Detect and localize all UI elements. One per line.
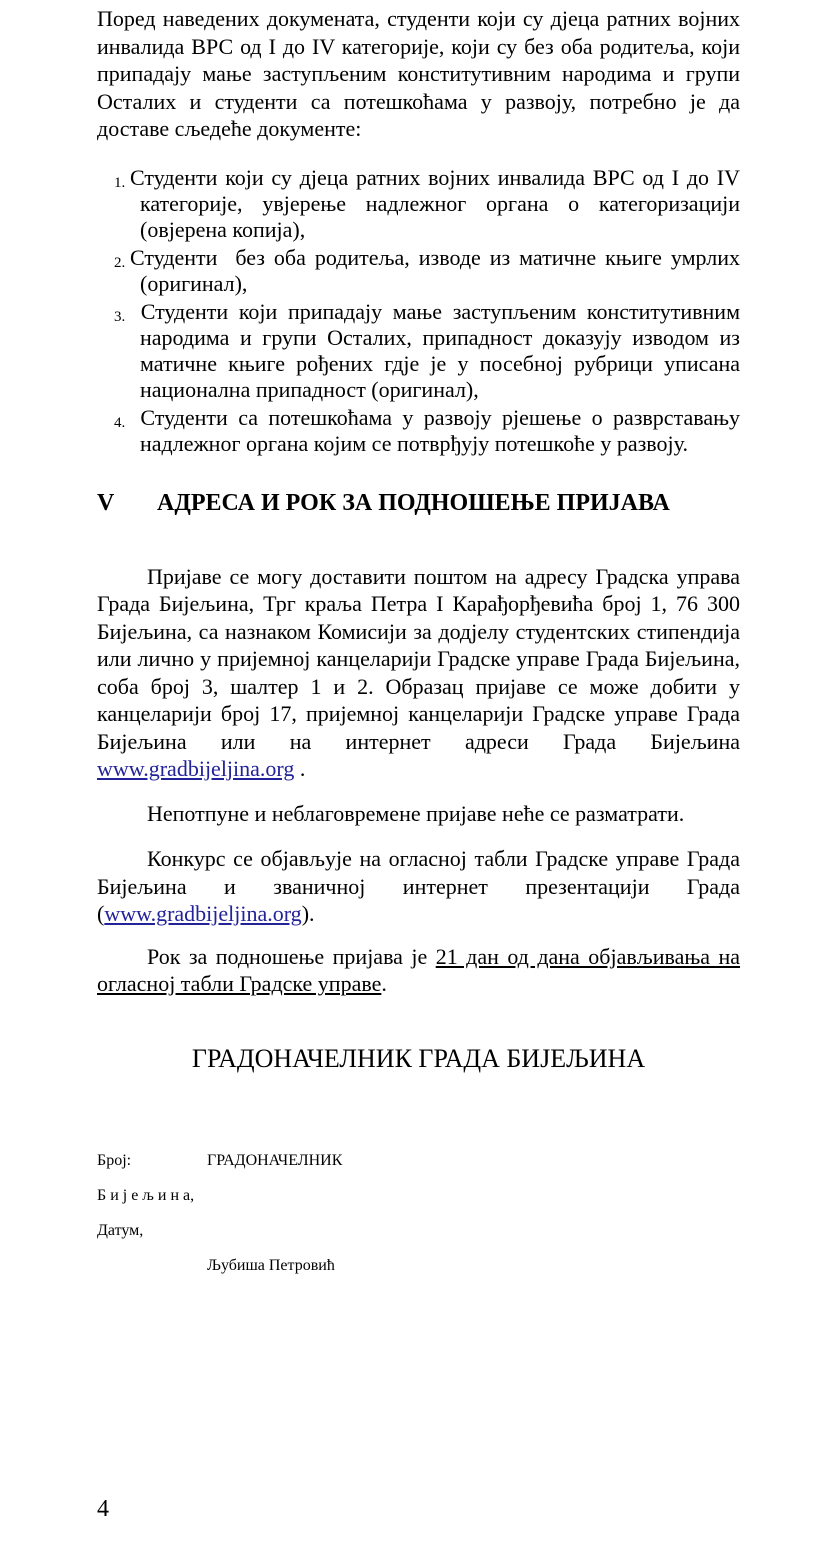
website-link[interactable]: www.gradbijeljina.org xyxy=(97,756,295,781)
deadline-underlined-text: 21 дан од дана објављивања на огласној табли Градске управе xyxy=(97,943,741,996)
date-label: Датум, xyxy=(97,1221,144,1239)
section-numeral: V xyxy=(97,489,115,516)
signature-row-name xyxy=(97,1256,740,1291)
intro-paragraph: Поред наведених докумената, студенти који су дјеца ратних војних инвалида ВРС од I до IV категорије, који су без оба родитеља, који припадају мање заступљеним конститутивним народима и групи Осталих и студенти са потешкоћама у развоју, потребно је да доставе сљедеће документе: xyxy=(97,6,740,141)
number-label: Број: xyxy=(97,1151,132,1169)
signature-row-date xyxy=(97,1221,740,1256)
mayor-heading: ГРАДОНАЧЕЛНИК ГРАДА БИЈЕЉИНА xyxy=(191,1043,646,1073)
address-text: Пријаве се могу доставити поштом на адресу Градска управа Града Бијељина, Трг краља Петра I Карађорђевића број 1, 76 300 Бијељина, са назнаком Комисији за додјелу студентских стипендија или лично у пријемној канцеларији Градске управе Града Бијељина, соба број 3, шалтер 1 и 2. Образац пријаве се може добити у канцеларији број 17, пријемној канцеларији Градске управе Града Бијељина или на интернет адреси Града Бијељина xyxy=(97,563,740,754)
signature-row-number xyxy=(97,1151,740,1186)
section-heading xyxy=(97,489,740,517)
signature-row-city xyxy=(97,1186,740,1221)
deadline-text-after: . xyxy=(381,971,387,996)
mayor-name: Љубиша Петровић xyxy=(207,1256,335,1274)
deadline-paragraph xyxy=(97,943,740,998)
city-label: Б и ј е љ и н а, xyxy=(97,1186,195,1204)
deadline-text: Рок за подношење пријава је xyxy=(147,943,436,969)
list-item xyxy=(97,164,746,243)
address-text-after: . xyxy=(294,756,306,781)
announcement-paragraph xyxy=(97,845,740,928)
announcement-text-after: ). xyxy=(301,901,315,926)
section-title: АДРЕСА И РОК ЗА ПОДНОШЕЊЕ ПРИЈАВА xyxy=(157,489,670,516)
document-list xyxy=(97,164,746,457)
list-item xyxy=(97,404,746,457)
list-item-number: 4. xyxy=(114,414,126,431)
list-item-number: 3. xyxy=(114,308,126,325)
list-item-text: Студенти са потешкоћама у развоју рјешење о разврставању надлежног органа којим се потврђују потешкоће у развоју. xyxy=(130,404,746,456)
list-item-text: Студенти који су дјеца ратних војних инвалида ВРС од I до IV категорије, увјерење надлежног органа о категоризацији (овјерена копија), xyxy=(130,164,746,242)
incomplete-paragraph: Непотпуне и неблаговремене пријаве неће се разматрати. xyxy=(147,800,685,826)
list-item-text: Студенти који припадају мање заступљеним конститутивним народима и групи Осталих, припадност доказују изводом из матичне књиге рођених гдје је у посебној рубрици уписана национална припадност (оригинал), xyxy=(130,298,746,402)
announcement-text: Конкурс се објављује на огласној табли Градске управе Града Бијељина и званичној интернет презентацији Града ( xyxy=(97,846,740,926)
list-item xyxy=(97,298,746,403)
mayor-label: ГРАДОНАЧЕЛНИК xyxy=(207,1151,343,1169)
address-paragraph xyxy=(97,563,740,783)
list-item-number: 2. xyxy=(114,254,126,271)
list-item-text: Студенти без оба родитеља, изводе из матичне књиге умрлих (оригинал), xyxy=(130,244,746,296)
website-link[interactable]: www.gradbijeljina.org xyxy=(104,901,302,926)
list-item xyxy=(97,244,746,297)
signature-block xyxy=(97,1151,740,1291)
page-number: 4 xyxy=(97,1496,109,1522)
list-item-number: 1. xyxy=(114,174,126,191)
